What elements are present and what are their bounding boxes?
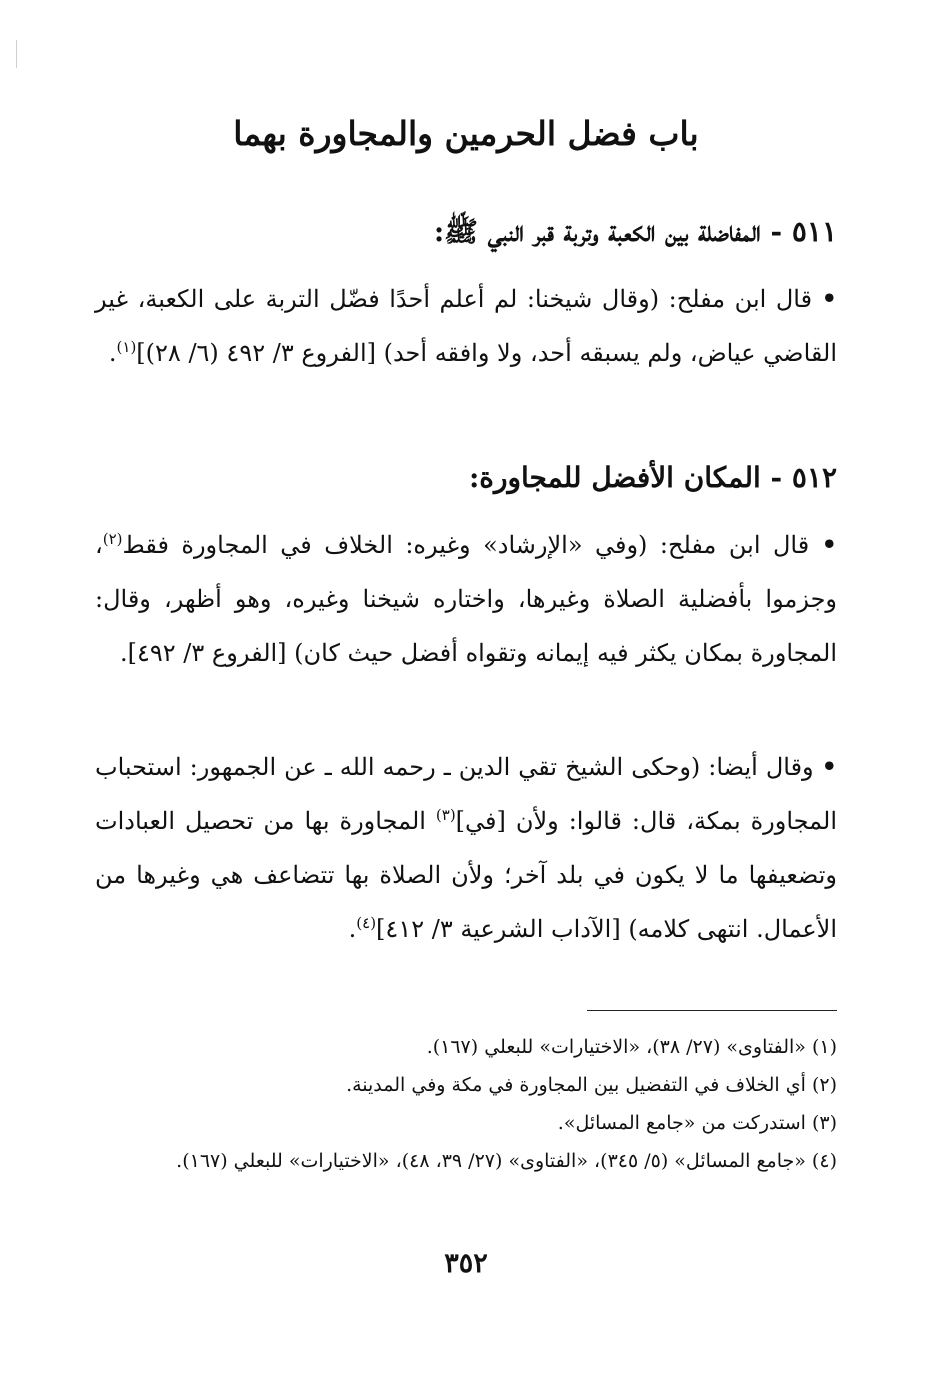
- page-number: ٣٥٢: [444, 1248, 488, 1279]
- section-heading-512: ٥١٢ - المكان الأفضل للمجاورة:: [468, 461, 837, 494]
- paragraph-text: قال ابن مفلح: (وقال شيخنا: لم أعلم أحدًا فضّل التربة على الكعبة، غير القاضي عياض، ولم يسبقه أحد، ولا وافقه أحد) [الفروع ٣/ ٤٩٢ (٦/ ٢٨)]: [95, 285, 837, 367]
- footnote-ref-4[interactable]: (٤): [356, 914, 377, 932]
- paragraph-tail: .: [348, 915, 357, 943]
- paragraph-text-b: المجاورة بها من تحصيل العبادات وتضعيفها ما لا يكون في بلد آخر؛ ولأن الصلاة بها تتضاعف هي وغيرها من الأعمال. انتهى كلامه) [الآداب الشرعية ٣/ ٤١٢]: [95, 807, 837, 943]
- paragraph-511-1: [95, 272, 837, 380]
- margin-mark: [16, 40, 17, 68]
- book-page: [95, 0, 837, 1381]
- paragraph-tail: .: [108, 339, 117, 367]
- paragraph-text-a: وقال أيضا: (وحكى الشيخ تقي الدين ـ رحمه الله ـ عن الجمهور: استحباب المجاورة بمكة، قال: قالوا: ولأن [في]: [95, 753, 837, 835]
- section-heading-511: ٥١١ - المفاضلة بين الكعبة وتربة قبر النبي ﷺ:: [433, 215, 837, 248]
- footnote-ref-2[interactable]: (٢): [102, 530, 123, 548]
- footnote-3: (٣) استدركت من «جامع المسائل».: [557, 1112, 837, 1134]
- bullet-icon: •: [821, 752, 837, 781]
- paragraph-text-a: قال ابن مفلح: (وفي «الإرشاد» وغيره: الخلاف في المجاورة فقط: [122, 531, 810, 559]
- chapter-title: باب فضل الحرمين والمجاورة بهما: [233, 114, 699, 153]
- paragraph-512-1: [95, 518, 837, 680]
- footnote-4: (٤) «جامع المسائل» (٥/ ٣٤٥)، «الفتاوى» (٢٧/ ٣٩، ٤٨)، «الاختيارات» للبعلي (١٦٧).: [176, 1150, 837, 1172]
- footnote-ref-3[interactable]: (٣): [435, 806, 456, 824]
- bullet-icon: •: [821, 530, 837, 559]
- paragraph-512-2: [95, 740, 837, 956]
- footnotes: [95, 1028, 837, 1180]
- footnote-divider: [587, 1010, 837, 1011]
- paragraph-text-b: ، وجزموا بأفضلية الصلاة وغيرها، واختاره شيخنا وغيره، وهو أظهر، وقال: المجاورة بمكان يكثر فيه إيمانه وتقواه أفضل حيث كان) [الفروع ٣/ ٤٩٢].: [95, 531, 837, 667]
- footnote-ref-1[interactable]: (١): [116, 338, 137, 356]
- footnote-2: (٢) أي الخلاف في التفضيل بين المجاورة في مكة وفي المدينة.: [346, 1074, 837, 1096]
- bullet-icon: •: [821, 284, 837, 313]
- footnote-1: (١) «الفتاوى» (٢٧/ ٣٨)، «الاختيارات» للبعلي (١٦٧).: [426, 1036, 837, 1058]
